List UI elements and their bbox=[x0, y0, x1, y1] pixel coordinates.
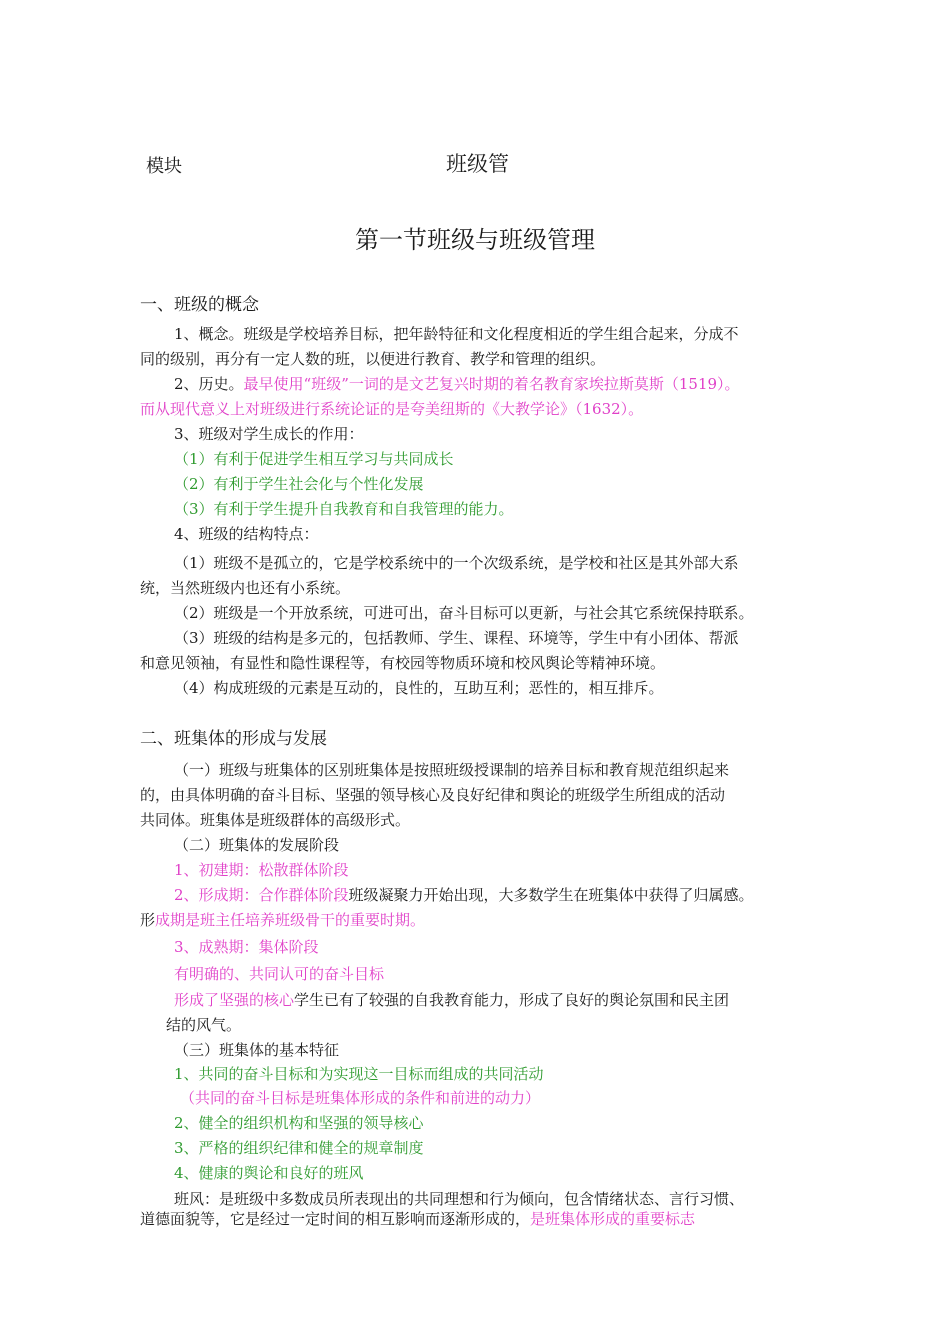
list-item: 3、成熟期：集体阶段 bbox=[174, 938, 319, 956]
text-run: 形 bbox=[140, 911, 156, 929]
list-item: 3、严格的组织纪律和健全的规章制度 bbox=[174, 1139, 424, 1157]
note-text: （共同的奋斗目标是班集体形成的条件和前进的动力） bbox=[180, 1089, 541, 1107]
list-item: （1）有利于促进学生相互学习与共同成长 bbox=[174, 450, 454, 468]
list-item: 有明确的、共同认可的奋斗目标 bbox=[174, 965, 385, 983]
paragraph-line: 班风：是班级中多数成员所表现出的共同理想和行为倾向，包含情绪状态、言行习惯、 bbox=[174, 1190, 745, 1208]
paragraph-line: （一）班级与班集体的区别班集体是按照班级授课制的培养目标和教育规范组织起来 bbox=[174, 761, 730, 779]
paragraph-line: （4）构成班级的元素是互动的，良性的，互助互利；恶性的，相互排斥。 bbox=[174, 679, 664, 697]
paragraph-line: （3）班级的结构是多元的，包括教师、学生、课程、环境等，学生中有小团体、帮派 bbox=[174, 629, 739, 647]
text-run: 道德面貌等，它是经过一定时间的相互影响而逐渐形成的， bbox=[140, 1210, 531, 1228]
paragraph-line bbox=[140, 1207, 695, 1231]
highlight-text: 2、形成期：合作群体阶段 bbox=[174, 886, 349, 904]
paragraph-line: 共同体。班集体是班级群体的高级形式。 bbox=[140, 811, 411, 829]
paragraph-line: 同的级别，再分有一定人数的班，以便进行教育、教学和管理的组织。 bbox=[140, 350, 606, 368]
paragraph-line: 的，由具体明确的奋斗目标、坚强的领导核心及良好纪律和舆论的班级学生所组成的活动 bbox=[140, 786, 726, 804]
paragraph-line: （2）班级是一个开放系统，可进可出，奋斗目标可以更新，与社会其它系统保持联系。 bbox=[174, 604, 754, 622]
highlight-text: 是班集体形成的重要标志 bbox=[530, 1210, 696, 1228]
paragraph-line: （三）班集体的基本特征 bbox=[174, 1041, 340, 1059]
section1-heading: 一、班级的概念 bbox=[140, 295, 259, 315]
section2-heading: 二、班集体的形成与发展 bbox=[140, 729, 327, 749]
paragraph-line: 3、班级对学生成长的作用： bbox=[174, 425, 364, 443]
list-item: 2、健全的组织机构和坚强的领导核心 bbox=[174, 1114, 424, 1132]
highlight-text: 成期是班主任培养班级骨干的重要时期。 bbox=[155, 911, 426, 929]
text-run: 2、历史。 bbox=[174, 375, 244, 393]
text-run: 学生已有了较强的自我教育能力，形成了良好的舆论氛围和民主团 bbox=[294, 991, 730, 1009]
list-item: （3）有利于学生提升自我教育和自我管理的能力。 bbox=[174, 500, 514, 518]
header-module: 模块 bbox=[146, 156, 182, 177]
header-topic: 班级管 bbox=[446, 152, 509, 176]
paragraph-line: （1）班级不是孤立的，它是学校系统中的一个次级系统，是学校和社区是其外部大系 bbox=[174, 554, 739, 572]
paragraph-line: 和意见领袖，有显性和隐性课程等，有校园等物质环境和校风舆论等精神环境。 bbox=[140, 654, 666, 672]
paragraph-line bbox=[174, 372, 740, 396]
paragraph-line: 4、班级的结构特点： bbox=[174, 525, 319, 543]
list-item: （2）有利于学生社会化与个性化发展 bbox=[174, 475, 424, 493]
paragraph-line bbox=[174, 883, 754, 907]
paragraph-line: （二）班集体的发展阶段 bbox=[174, 836, 340, 854]
page-title: 第一节班级与班级管理 bbox=[355, 226, 595, 254]
paragraph-line: 结的风气。 bbox=[166, 1016, 242, 1034]
highlight-text: 形成了坚强的核心 bbox=[174, 991, 295, 1009]
highlight-text: 最早使用“班级”一词的是文艺复兴时期的着名教育家埃拉斯莫斯（1519）。 bbox=[243, 375, 740, 393]
paragraph-line bbox=[140, 908, 425, 932]
paragraph-line bbox=[174, 988, 729, 1012]
list-item: 1、共同的奋斗目标和为实现这一目标而组成的共同活动 bbox=[174, 1065, 544, 1083]
paragraph-line: 1、概念。班级是学校培养目标，把年龄特征和文化程度相近的学生组合起来，分成不 bbox=[174, 325, 739, 343]
list-item: 1、初建期：松散群体阶段 bbox=[174, 861, 349, 879]
list-item: 4、健康的舆论和良好的班风 bbox=[174, 1164, 364, 1182]
highlight-text: 而从现代意义上对班级进行系统论证的是夸美纽斯的《大教学论》（1632）。 bbox=[140, 400, 644, 418]
text-run: 班级凝聚力开始出现，大多数学生在班集体中获得了归属感。 bbox=[348, 886, 754, 904]
paragraph-line: 统，当然班级内也还有小系统。 bbox=[140, 579, 351, 597]
